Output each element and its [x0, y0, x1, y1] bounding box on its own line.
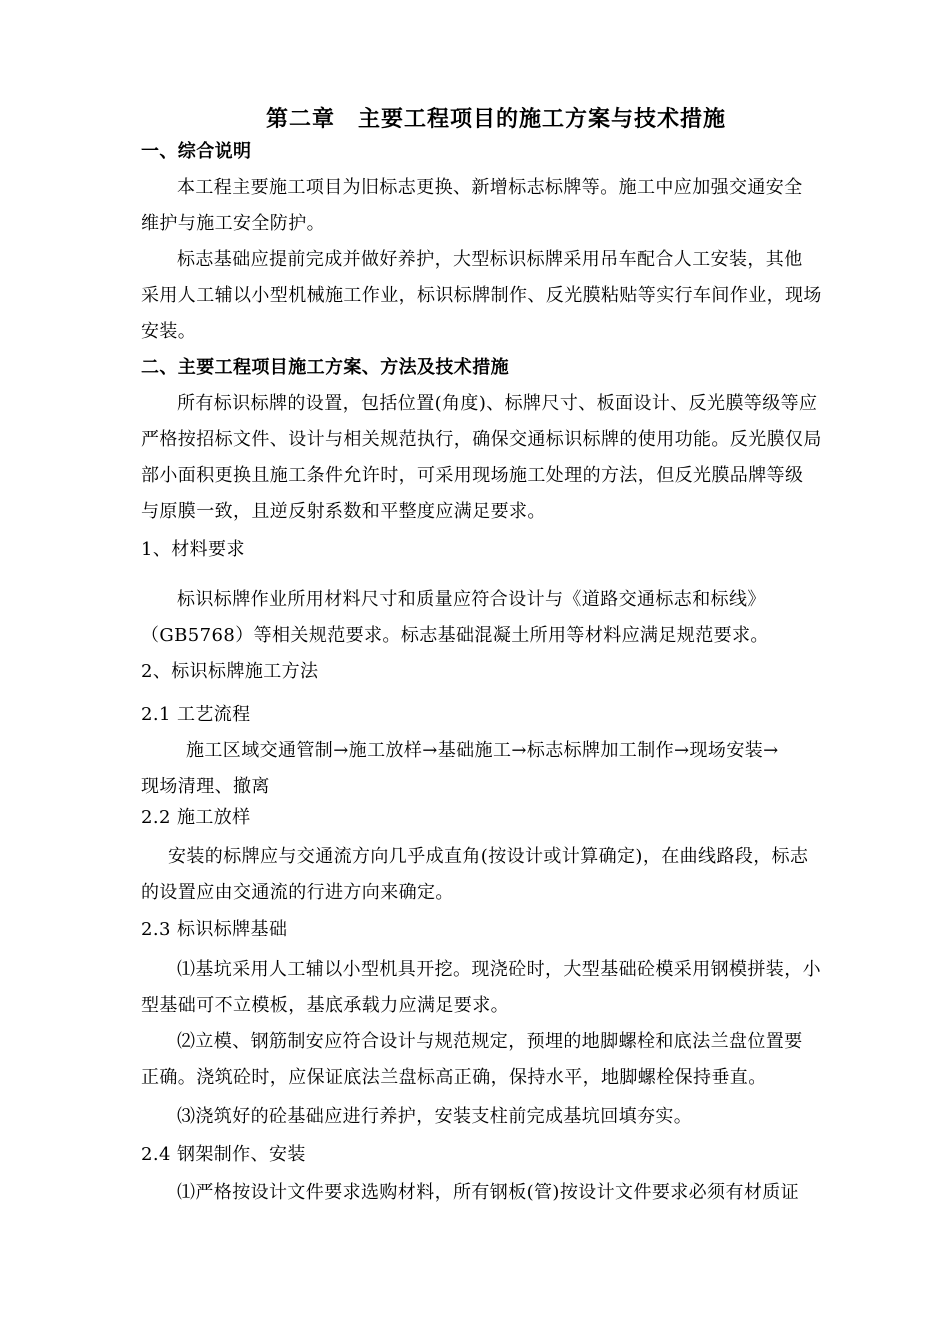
section1-heading: 一、综合说明	[141, 141, 252, 162]
subsection1-heading: 1、材料要求	[141, 539, 245, 560]
paragraph-line: 现场清理、撤离	[141, 776, 270, 797]
subsection-2-2-heading: 2.2 施工放样	[141, 807, 251, 828]
paragraph-line: ⑴严格按设计文件要求选购材料，所有钢板(管)按设计文件要求必须有材质证	[177, 1182, 800, 1203]
paragraph-line: 采用人工辅以小型机械施工作业，标识标牌制作、反光膜粘贴等实行车间作业，现场	[141, 285, 822, 306]
paragraph-line: 所有标识标牌的设置，包括位置(角度)、标牌尺寸、板面设计、反光膜等级等应	[177, 393, 818, 414]
section2-heading: 二、主要工程项目施工方案、方法及技术措施	[141, 357, 509, 378]
paragraph-line: 型基础可不立模板，基底承载力应满足要求。	[141, 995, 509, 1016]
paragraph-line: 安装的标牌应与交通流方向几乎成直角(按设计或计算确定)，在曲线路段，标志	[168, 846, 809, 867]
paragraph-line: ⑶浇筑好的砼基础应进行养护，安装支柱前完成基坑回填夯实。	[177, 1106, 693, 1127]
paragraph-line: 正确。浇筑砼时，应保证底法兰盘标高正确，保持水平，地脚螺栓保持垂直。	[141, 1067, 767, 1088]
paragraph-line: 严格按招标文件、设计与相关规范执行，确保交通标识标牌的使用功能。反光膜仅局	[141, 429, 822, 450]
paragraph-line: 安装。	[141, 321, 197, 342]
paragraph-line: （GB5768）等相关规范要求。标志基础混凝土所用等材料应满足规范要求。	[141, 625, 769, 646]
paragraph-line: 与原膜一致，且逆反射系数和平整度应满足要求。	[141, 501, 546, 522]
paragraph-line: ⑴基坑采用人工辅以小型机具开挖。现浇砼时，大型基础砼模采用钢模拼装，小	[177, 959, 821, 980]
chapter-title: 第二章 主要工程项目的施工方案与技术措施	[266, 107, 727, 132]
subsection-2-3-heading: 2.3 标识标牌基础	[141, 919, 288, 940]
paragraph-line: ⑵立模、钢筋制安应符合设计与规范规定，预埋的地脚螺栓和底法兰盘位置要	[177, 1031, 803, 1052]
paragraph-line: 施工区域交通管制→施工放样→基础施工→标志标牌加工制作→现场安装→	[186, 740, 779, 761]
subsection2-heading: 2、标识标牌施工方法	[141, 661, 319, 682]
paragraph-line: 标志基础应提前完成并做好养护，大型标识标牌采用吊车配合人工安装，其他	[177, 249, 803, 270]
paragraph-line: 本工程主要施工项目为旧标志更换、新增标志标牌等。施工中应加强交通安全	[177, 177, 803, 198]
subsection-2-1-heading: 2.1 工艺流程	[141, 704, 251, 725]
paragraph-line: 部小面积更换且施工条件允许时，可采用现场施工处理的方法，但反光膜品牌等级	[141, 465, 804, 486]
subsection-2-4-heading: 2.4 钢架制作、安装	[141, 1144, 306, 1165]
paragraph-line: 的设置应由交通流的行进方向来确定。	[141, 882, 454, 903]
paragraph-line: 维护与施工安全防护。	[141, 213, 325, 234]
paragraph-line: 标识标牌作业所用材料尺寸和质量应符合设计与《道路交通标志和标线》	[177, 589, 766, 610]
